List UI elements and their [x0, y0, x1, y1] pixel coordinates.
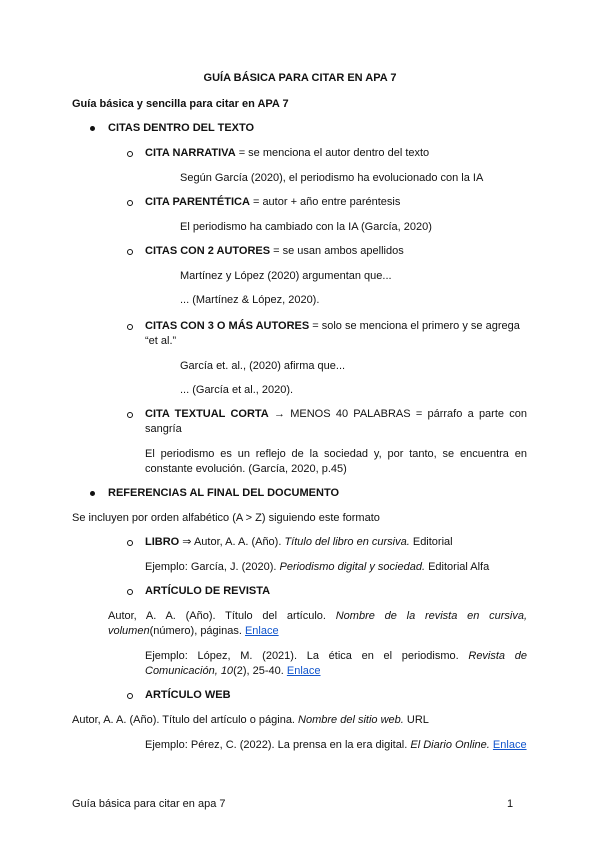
example-revista [145, 649, 527, 679]
example-prefix: Ejemplo: Pérez, C. (2022). La prensa en la era digital. [145, 739, 411, 751]
circle-bullet-icon [127, 412, 133, 418]
example-rest: Editorial Alfa [425, 561, 490, 573]
item-citas-3-autores [145, 319, 520, 334]
format-prefix: Autor, A. A. (Año). Título del artículo. [108, 610, 336, 622]
item-desc: = solo se menciona el primero y se agrega [309, 320, 520, 332]
section-heading-referencias: REFERENCIAS AL FINAL DEL DOCUMENTO [108, 487, 340, 499]
item-label: CITA TEXTUAL CORTA [145, 408, 269, 420]
example-3-autores-1: García et. al., (2020) afirma que... [180, 360, 346, 372]
item-desc: = autor + año entre paréntesis [249, 196, 401, 208]
circle-bullet-icon [127, 151, 133, 157]
item-citas-2-autores [145, 244, 404, 259]
example-prefix: Ejemplo: García, J. (2020). [145, 561, 280, 573]
circle-bullet-icon [127, 324, 133, 330]
example-narrativa: Según García (2020), el periodismo ha evolucionado con la IA [180, 172, 484, 184]
example-parentetica: El periodismo ha cambiado con la IA (García, 2020) [180, 221, 432, 233]
item-label: CITA PARENTÉTICA [145, 196, 250, 208]
format-prefix: Autor, A. A. (Año). Título del artículo o página. [72, 714, 299, 726]
example-italic: Revista de Comunicación, 10 [145, 650, 527, 677]
item-cita-parentetica [145, 195, 400, 210]
format-italic: Nombre del sitio web. [298, 714, 404, 726]
document-subtitle: Guía básica y sencilla para citar en APA 7 [72, 98, 289, 110]
references-intro: Se incluyen por orden alfabético (A > Z) siguiendo este formato [72, 512, 380, 524]
example-italic: El Diario Online. [410, 739, 490, 751]
item-citas-3-autores-cont: “et al.” [145, 335, 177, 347]
format-link[interactable]: Enlace [244, 625, 279, 637]
example-italic: Periodismo digital y sociedad. [279, 561, 426, 573]
item-cita-textual [145, 407, 527, 422]
example-prefix: Ejemplo: López, M. (2021). La ética en el periodismo. [145, 650, 469, 662]
example-cita-textual: El periodismo es un reflejo de la sociedad y, por tanto, se encuentra en constante evolución. (García, 2020, p.45) [145, 448, 527, 475]
item-cita-narrativa [145, 146, 429, 161]
circle-bullet-icon [127, 200, 133, 206]
bullet-icon [90, 126, 95, 131]
footer-text: Guía básica para citar en apa 7 [72, 798, 226, 810]
example-web [72, 738, 527, 753]
format-rest: URL [403, 714, 429, 726]
item-desc: → MENOS 40 PALABRAS = párrafo a parte con [268, 408, 527, 420]
circle-bullet-icon [127, 540, 133, 546]
item-desc: = se menciona el autor dentro del texto [235, 147, 430, 159]
item-italic: Título del libro en cursiva. [284, 536, 410, 548]
section-heading-citas: CITAS DENTRO DEL TEXTO [108, 122, 255, 134]
example-link[interactable]: Enlace [492, 739, 527, 751]
item-articulo-revista: ARTÍCULO DE REVISTA [145, 585, 271, 597]
circle-bullet-icon [127, 249, 133, 255]
item-desc: ⇒ Autor, A. A. (Año). [179, 536, 285, 548]
item-label: LIBRO [145, 536, 180, 548]
circle-bullet-icon [127, 693, 133, 699]
item-cita-textual-cont: sangría [145, 423, 182, 435]
example-2-autores-1: Martínez y López (2020) argumentan que... [180, 270, 392, 282]
example-rest: (2), 25-40. [233, 665, 287, 677]
bullet-icon [90, 491, 95, 496]
example-libro [145, 560, 489, 575]
item-libro [145, 535, 453, 550]
item-rest: Editorial [409, 536, 453, 548]
format-italic: Nombre de la revista en cursiva, volumen [108, 610, 528, 637]
item-label: CITAS CON 2 AUTORES [145, 245, 271, 257]
format-mid: (número), páginas. [149, 625, 245, 637]
example-3-autores-2: ... (García et al., 2020). [180, 384, 294, 396]
item-desc: = se usan ambos apellidos [270, 245, 404, 257]
document-title: GUÍA BÁSICA PARA CITAR EN APA 7 [203, 72, 397, 84]
item-articulo-web: ARTÍCULO WEB [145, 689, 231, 701]
item-label: CITA NARRATIVA [145, 147, 236, 159]
example-2-autores-2: ... (Martínez & López, 2020). [180, 294, 320, 306]
circle-bullet-icon [127, 589, 133, 595]
format-web [72, 713, 429, 728]
example-link[interactable]: Enlace [286, 665, 321, 677]
item-label: CITAS CON 3 O MÁS AUTORES [145, 320, 310, 332]
format-revista [108, 609, 527, 639]
page-number: 1 [507, 798, 514, 810]
